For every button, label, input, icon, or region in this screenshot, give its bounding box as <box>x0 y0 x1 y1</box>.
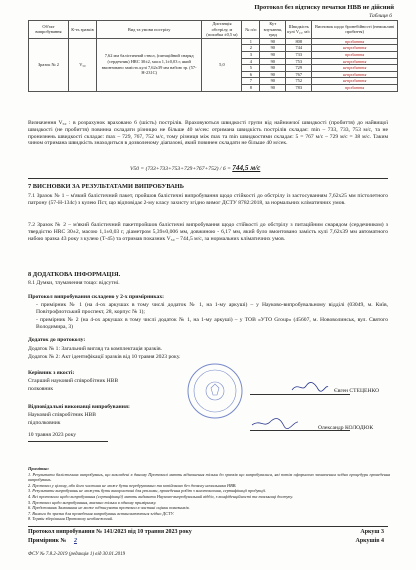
footer-protocol-line <box>28 529 390 535</box>
conclusion-7-1: 7.1 Зразок № 1 – м'який балістичний пакет, пройшов балістичні випробування щодо стійкості до обстрілу із застосуванням 7,62х25 мм пістолетного патрону (57-Н-134с) з кулею Пст, що відповідає 2-му класу захисту згідно вимог ДСТУ 8782:2018, за нормальних кліматичних умов. <box>28 193 388 206</box>
shot-number: 3 <box>242 51 260 58</box>
copies-title: Протокол випробування складено у 2-х примірниках: <box>28 294 165 300</box>
angle-cell: 90 <box>260 71 286 78</box>
result-cell: непробиття <box>312 58 398 65</box>
quality-head-position: Старший науковий співробітник НВВ <box>28 378 119 384</box>
shot-number: 7 <box>242 78 260 85</box>
note-item: 4. Всі протоколи щодо випробування (сертифікації) мають видавати Науково-випробувальний відділ, з конфіденційності та таємниці доступу. <box>28 493 294 499</box>
notes-block <box>28 466 390 522</box>
result-cell: непробиття <box>312 65 398 72</box>
speed-cell: 744 <box>286 45 312 52</box>
note-item: 6. Представник Замовника не може підписувати протокол в частині оцінки показників. <box>28 505 190 511</box>
col-header: Швидкість кулі V₁₅, м/с <box>286 21 312 39</box>
table-row <box>29 38 398 45</box>
col-header: Об'єкт випробування <box>29 21 69 39</box>
result-cell: пробиття <box>312 51 398 58</box>
angle-cell: 90 <box>260 45 286 52</box>
speed-cell: 729 <box>286 65 312 72</box>
divider <box>28 178 388 179</box>
formula-expression: V50 = (733+733+753+729+767+752) / 6 = <box>130 166 233 172</box>
responsible-name: Олександр КОЛОДЮК <box>318 425 374 431</box>
shot-number: 5 <box>242 65 260 72</box>
results-table <box>28 20 398 92</box>
footer-copy-label: Примірник № <box>28 538 67 544</box>
annex-2: Додаток № 2: Акт ідентифікації зразків від 10 травня 2023 року. <box>28 354 181 360</box>
note-item: 8. Термін зберігання Протоколу необмежений. <box>28 516 114 522</box>
speed-cell: 783 <box>286 84 312 91</box>
signature-date: 10 травня 2023 року <box>28 432 77 438</box>
qty-cell: V₅₀ <box>68 38 96 91</box>
shot-number: 2 <box>242 45 260 52</box>
angle-cell: 90 <box>260 58 286 65</box>
additional-info: 8.1 Думки, тлумачення тощо: відсутні. <box>28 280 120 286</box>
footer-copy-number: 2 <box>73 538 77 544</box>
note-item: 5. Протокол щодо випробування, вказано тільки в одному примірнику. <box>28 499 157 505</box>
note-item: 1. Результати балістичних випробувань, що викладені в даному Протоколі мають відношення тільки до зразків що випробувалися, які потім оформлено зазначеним згідно процедури проведення випробувань. <box>28 471 390 483</box>
quality-head-rank: полковник <box>28 386 54 392</box>
footer-divider <box>28 526 388 527</box>
section-8-title: 8 ДОДАТКОВА ІНФОРМАЦІЯ. <box>28 271 121 278</box>
col-header: К-ть зразків <box>68 21 96 39</box>
shot-number: 6 <box>242 71 260 78</box>
angle-cell: 90 <box>260 65 286 72</box>
col-header: Кут влучання, град <box>260 21 286 39</box>
quality-head-name: Євген СТЕЦЕНКО <box>334 388 380 394</box>
result-cell: пробиття <box>312 38 398 45</box>
shot-number: 4 <box>242 58 260 65</box>
result-cell: пробиття <box>312 84 398 91</box>
copy-1-text: - примірник № 1 (на 4-ох аркушах в тому числі додаток № 1, на 1-му аркуші) – у Науково-випробувальному відділі (03049, м. Київ, Повітрофлотський проспект, 28, корпус № 1); <box>36 302 388 315</box>
col-header: Висновок щодо бронебійності (неможливі пробиття) <box>312 21 398 39</box>
footer-sheets-total: Аркушів 4 <box>355 538 384 544</box>
note-item: 2. Протокол у цілому, або його частина не може бути передруковано та копійовано без дозволу начальника НВВ. <box>28 482 237 488</box>
formula-result: 744,5 м/с <box>232 164 261 172</box>
conclusion-7-2: 7.2 Зразок № 2 – м'який балістичний пакетпройшов балістичні випробування щодо стійкості до обстрілу з питаційним снарядом (сердечником) з твердістю HRC 30±2, масою 1,1±0,03 г, діаметром 5,39±0,006 мм, довжиною - 6,17 мм, який було вмонтовано замість кулі 7,62х39 мм автоматного набою зразка 43 року з кулею (Т-45) та отримав показник V₅₀ – 744,5 м/с, за нормальних кліматичних умов. <box>28 222 388 242</box>
table-header-row <box>29 21 398 39</box>
copy-2-text: - примірник № 2 (на 4-ох аркушах в тому числі додаток № 1, на 1-му аркуші) – у ТОВ «УТО Group» (45607, м. Нововолинськ, вул. Святого Володимира, 3) <box>36 317 388 330</box>
object-cell: Зразок № 2 <box>29 38 69 91</box>
footer-copy-line <box>28 538 390 544</box>
speed-cell: 808 <box>286 38 312 45</box>
signature-stetsenko-icon <box>290 380 330 394</box>
note-item: 3. Результати випробувань не можуть бути використані для реклами, проведення робіт з виготовлення, сертифікації продукції. <box>28 488 266 494</box>
footer-sheet: Аркуш 3 <box>360 529 384 535</box>
footer-form-code: ФСУ № 7.8.2-2019 (редакція 1) від 30.01.2019 <box>28 552 126 557</box>
section-7-title: 7 ВИСНОВКИ ЗА РЕЗУЛЬТАТАМИ ВИПРОБУВАНЬ <box>28 183 185 190</box>
col-header: Дистанція обстрілу, м (похибка ±0,5 м) <box>202 21 242 39</box>
angle-cell: 90 <box>260 84 286 91</box>
shot-number: 8 <box>242 84 260 91</box>
shot-cell: 7,62 мм балістичний ствол, (питаційний снаряд (сердечник) HRC 30±2, маса 1,1±0,03 г, який вмонтовано замість кулі 7,62х39 мм набою зр. (57-Н-231С) <box>96 38 202 91</box>
table-number: Таблиця 6 <box>369 13 392 19</box>
quality-head-label: Керівник з якості: <box>28 370 75 376</box>
col-header: № п/п <box>242 21 260 39</box>
result-cell: непробиття <box>312 78 398 85</box>
protocol-validity-note: Протокол без відтиску печатки НВВ не дійсний <box>254 4 394 11</box>
speed-cell: 752 <box>286 78 312 85</box>
notes-title: Примітка: <box>28 466 50 471</box>
note-item: 7. Вимоги до зразка для проведення випробувань встановлюються згідно ДСТУ. <box>28 510 175 516</box>
shot-number: 1 <box>242 38 260 45</box>
speed-cell: 753 <box>286 58 312 65</box>
responsible-rank: підполковник <box>28 420 61 426</box>
annex-title: Додаток до протоколу: <box>28 337 86 343</box>
col-header: Вид та умови пострілу <box>96 21 202 39</box>
footer-protocol: Протокол випробування № 141/2023 від 10 травня 2023 року <box>28 529 192 535</box>
signature-kolodiuk-icon <box>250 416 300 430</box>
result-cell: непробиття <box>312 71 398 78</box>
speed-cell: 733 <box>286 51 312 58</box>
angle-cell: 90 <box>260 78 286 85</box>
responsible-position: Науковий співробітник НВВ <box>28 412 97 418</box>
date-underline <box>28 441 108 442</box>
speed-cell: 767 <box>286 71 312 78</box>
annex-1: Додаток № 1: Загальний вигляд та комплектація зразків. <box>28 346 162 352</box>
distance-cell: 5,0 <box>202 38 242 91</box>
angle-cell: 90 <box>260 38 286 45</box>
v50-formula <box>130 164 260 172</box>
responsible-label: Відповідальні виконавці випробування: <box>28 404 130 410</box>
angle-cell: 90 <box>260 51 286 58</box>
v50-explanation: Визначення V₅₀ : в розрахунок враховано 6 (шість) пострілів. Враховуються швидкості групи від найнижчої швидкості (пробиття) до найвищої швидкості (не пробиття) повинна складати різницю не більше 40 м/сек: отримана швидкість пострілів складає: min – 733, 733, 753 м/с, та не пронизнень швидкості складає: max – 729, 767, 752 м/с, тому різниця між max та min швидкостями складає: 5 = 767 м/с – 729 м/с = 38 м/с. Таким чином отримана швидкість знаходиться в дозволеному діапазоні, який повинен складати не більше 40 м/сек. <box>28 120 388 147</box>
result-cell: непробиття <box>312 45 398 52</box>
